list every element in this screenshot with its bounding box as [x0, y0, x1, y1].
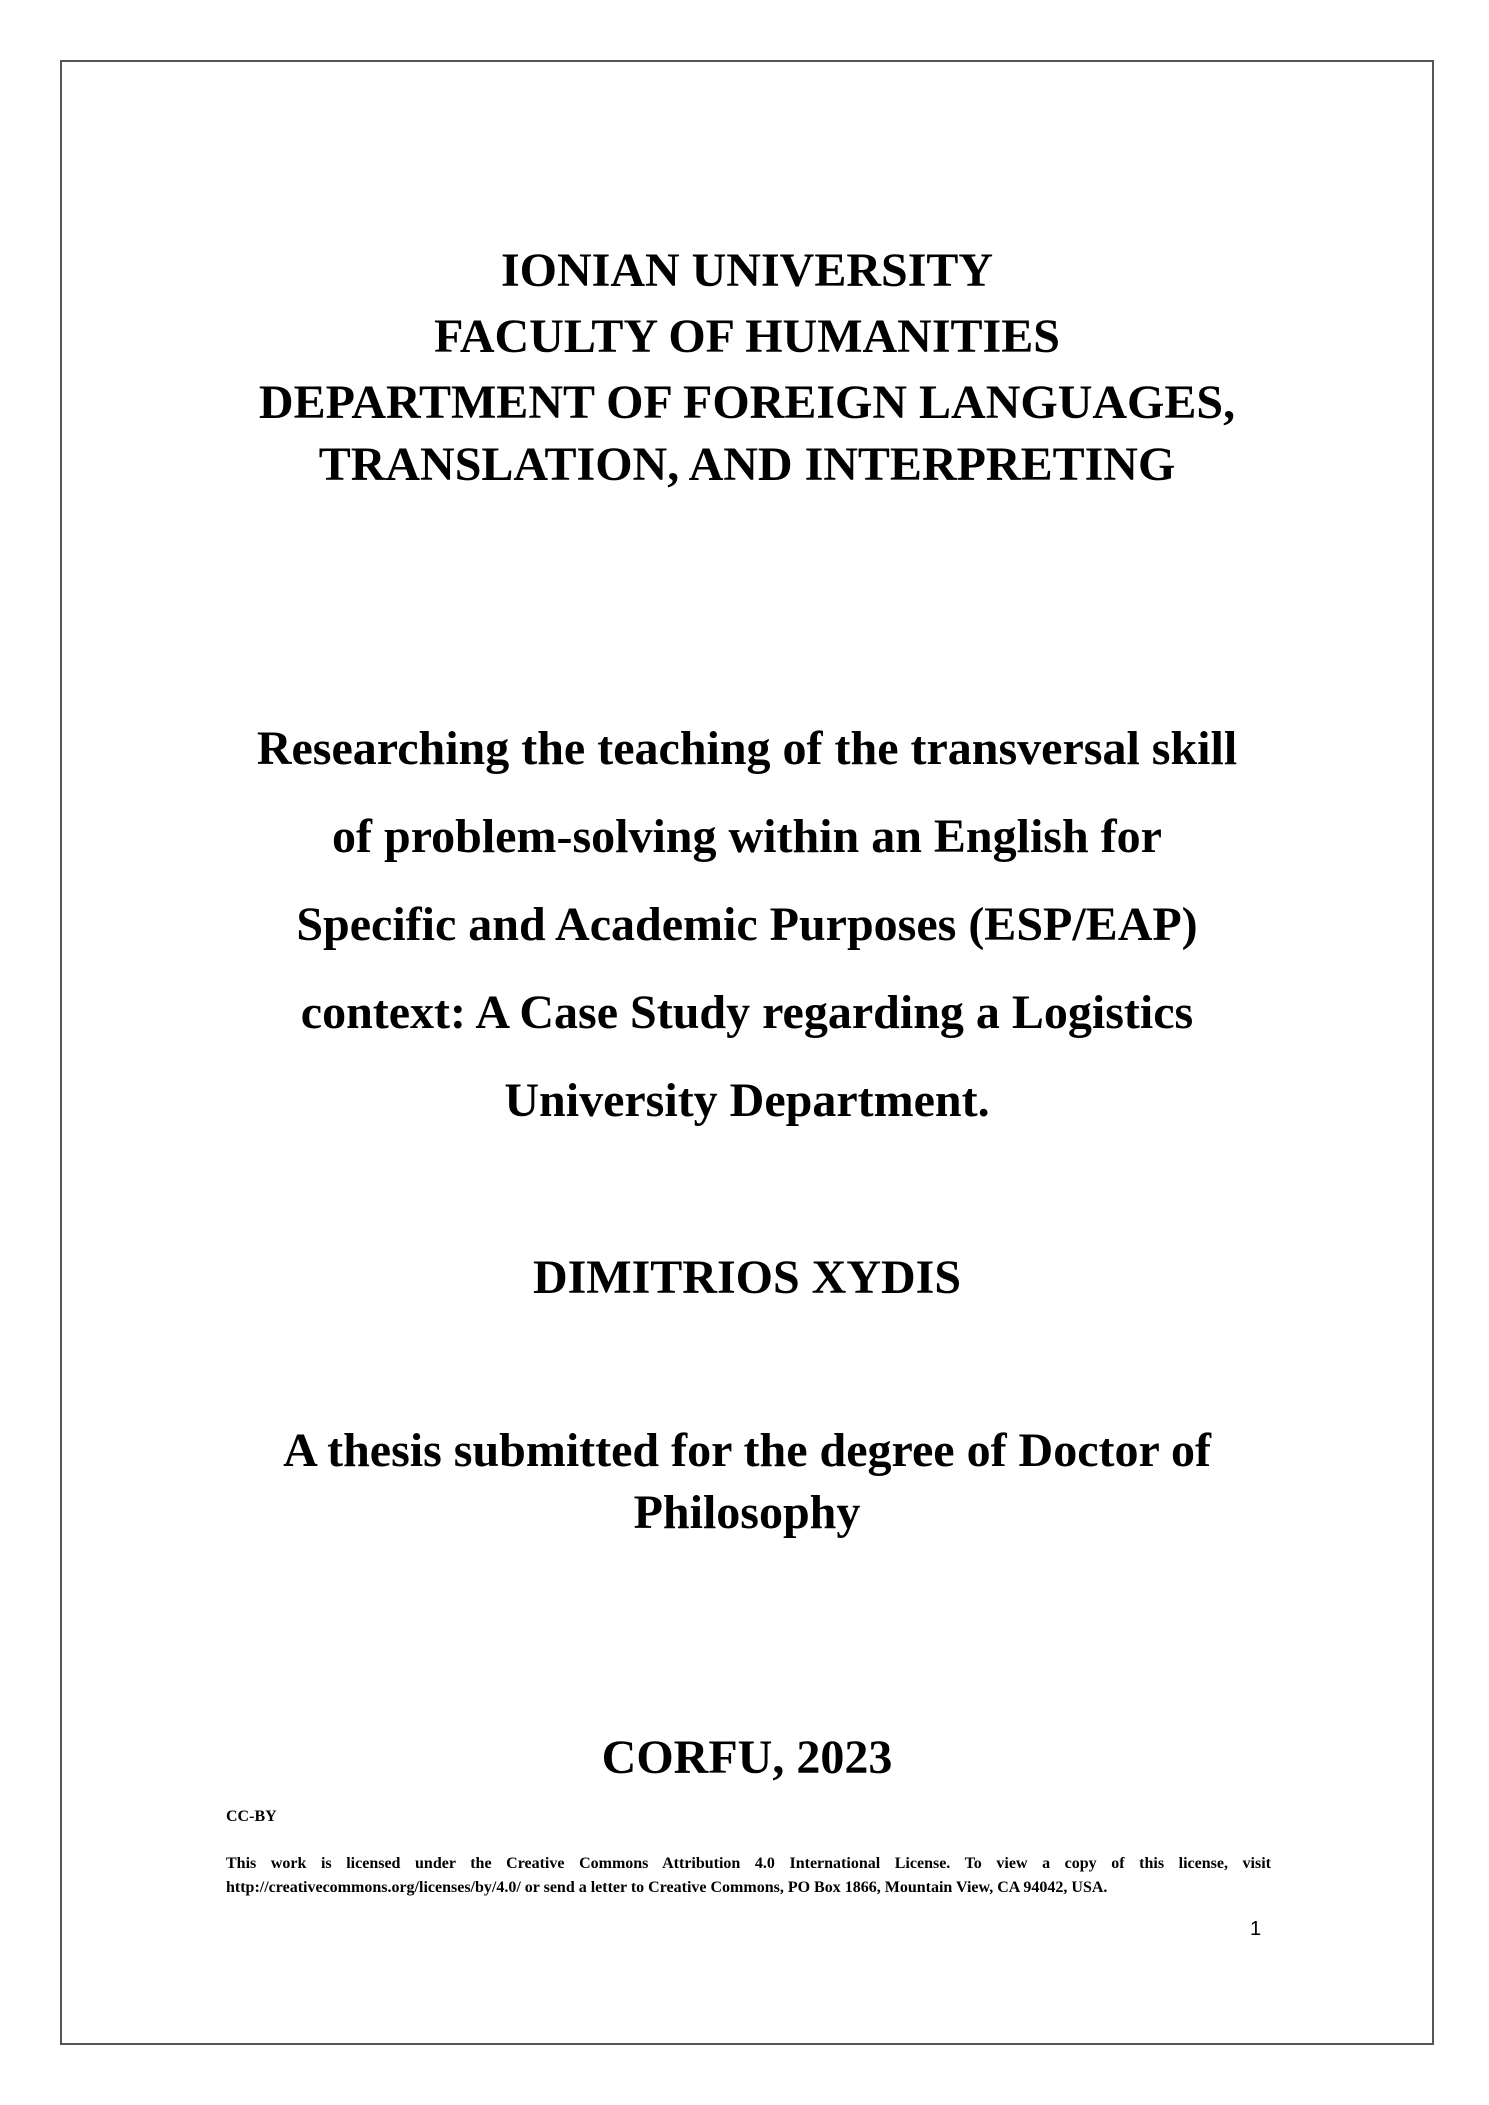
title-line: context: A Case Study regarding a Logistics — [300, 986, 1194, 1039]
degree-line1: A thesis submitted for the degree of Doctor of — [283, 1424, 1211, 1477]
title-line: University Department. — [504, 1074, 990, 1127]
author-name: DIMITRIOS XYDIS — [532, 1251, 962, 1304]
place-year: CORFU, 2023 — [601, 1731, 893, 1784]
thesis-title — [60, 705, 1434, 1145]
degree-statement — [60, 1420, 1434, 1544]
institution-header — [60, 238, 1434, 496]
title-line: Specific and Academic Purposes (ESP/EAP) — [296, 898, 1198, 951]
department-name-line1: DEPARTMENT OF FOREIGN LANGUAGES, — [258, 376, 1236, 429]
page-number: 1 — [1250, 1918, 1262, 1940]
university-name: IONIAN UNIVERSITY — [500, 244, 994, 297]
faculty-name: FACULTY OF HUMANITIES — [434, 310, 1060, 363]
title-line: of problem-solving within an English for — [332, 810, 1162, 863]
license-tag: CC-BY — [226, 1808, 277, 1825]
department-name-line2: TRANSLATION, AND INTERPRETING — [318, 438, 1176, 491]
license-text: This work is licensed under the Creative Commons Attribution 4.0 International License. To view a copy of this license, visit http://creativecommons.org/licenses/by/4.0/ or send a letter to Creative Commons, PO Box 1866, Mountain View, CA 94042, USA. — [226, 1855, 1271, 1896]
title-line: Researching the teaching of the transversal skill — [256, 722, 1238, 775]
degree-line2: Philosophy — [633, 1486, 861, 1539]
